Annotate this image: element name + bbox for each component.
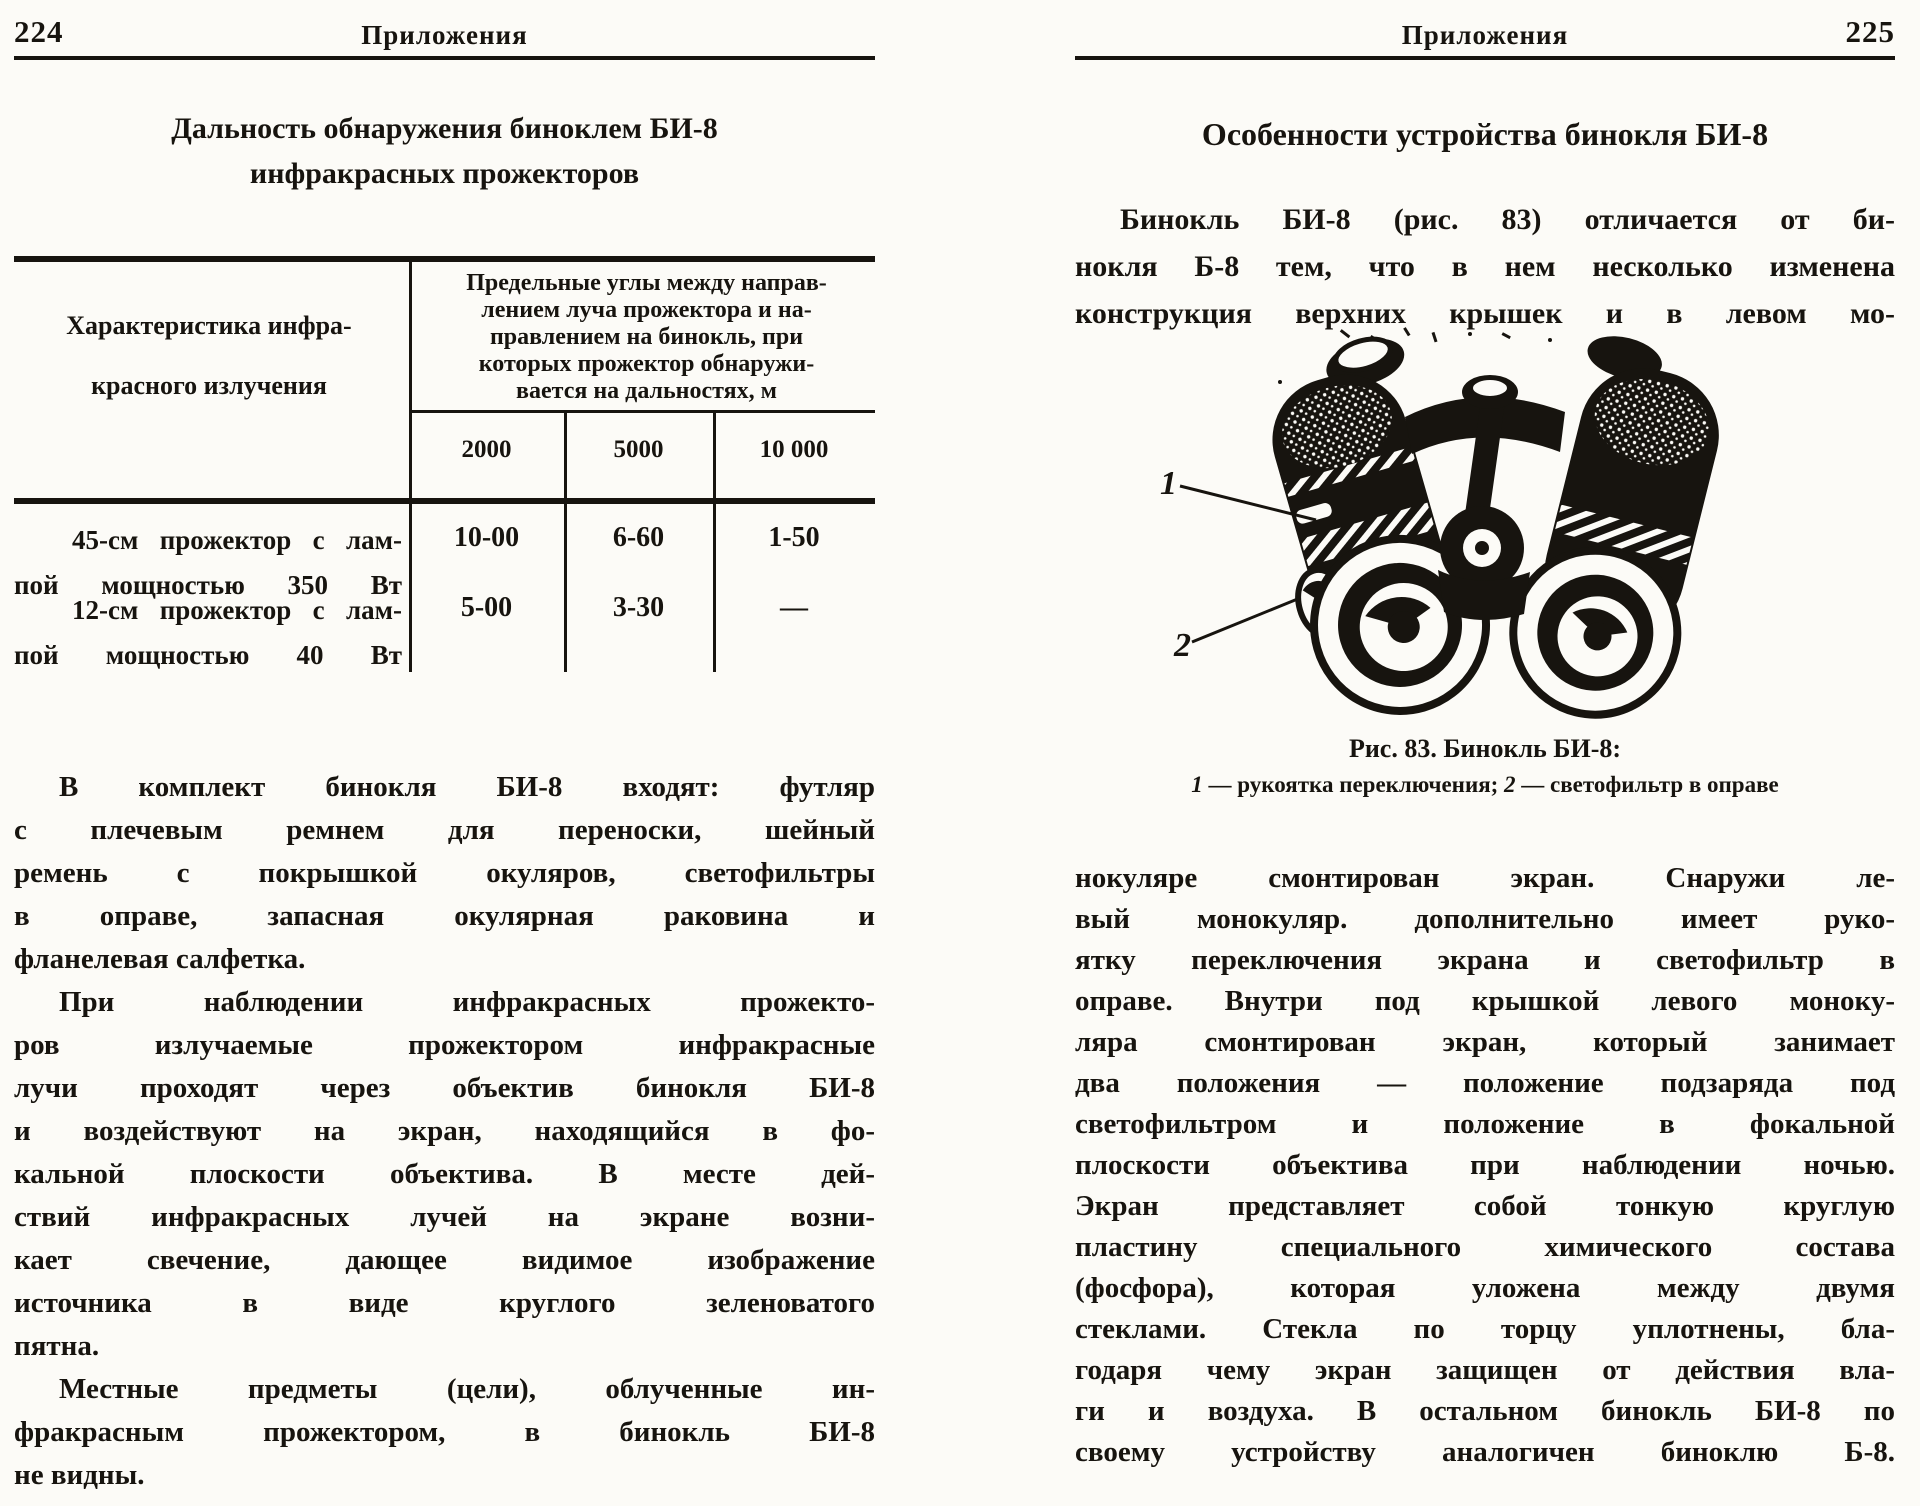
section-title: Особенности устройства бинокля БИ-8: [1201, 116, 1769, 152]
table-row-header: Характеристика инфра- красного излучения: [66, 311, 352, 400]
body-continuation: нокуляре смонтирован экран. Снаружи ле- вый монокуляр. дополнительно имеет руко- ятку переключения экрана и светофильтр в оправе. Внутри под крышкой левого моноку- ляра смонтирован экран, который занимает два положения — положение подзаряда под светофильтром и положение в фокальной плоскости объектива при наблюдении ночью. Экран представляет собой тонкую круглую пластину специального химического состава (фосфора), которая уложена между двумя стеклами. Стекла по торцу уплотнены, бла- годаря чему экран защищен от действия вла- ги и воздуха. В остальном бинокль БИ-8 по своему устройству аналогичен биноклю Б-8.: [1075, 862, 1895, 1468]
leader-line-2: [1192, 598, 1300, 642]
paragraph-targets: Местные предметы (цели), облученные ин- фракрасным прожектором, в бинокль БИ-8 не видны.: [14, 1373, 875, 1491]
legend-number-1: 1: [1191, 772, 1203, 797]
table-value-2-3: —: [780, 592, 808, 623]
intro-paragraph: Бинокль БИ-8 (рис. 83) отличается от би- нокля Б-8 тем, что в нем несколько изменена конструкция верхних крышек и в левом мо-: [1075, 203, 1895, 330]
table-value-2-1: 5-00: [460, 592, 513, 623]
page-number-right: 225: [1845, 14, 1895, 49]
page-right: [1075, 0, 1895, 1506]
header-rule-right: [1075, 56, 1895, 60]
figure-label-1: 1: [1160, 465, 1177, 502]
header-rule-left: [14, 56, 875, 60]
right-monocular: [1496, 328, 1746, 722]
table-group-header: Предельные углы между направ- лением луча прожектора и на- правлением на бинокль, при которых прожектор обнаружи- вается на дальностях, м: [466, 270, 827, 404]
figure-caption-title: Рис. 83. Бинокль БИ-8:: [1348, 734, 1622, 763]
distance-header-10000: 10 000: [759, 436, 829, 463]
table-top-rule: [14, 256, 875, 262]
paragraph-observation: При наблюдении инфракрасных прожекто- ров излучаемые прожектором инфракрасные лучи проходят через объектив бинокля БИ-8 и воздействуют на экран, находящийся в фо- кальной плоскости объектива. В месте дей- ствий инфракрасных лучей на экране возни- кает свечение, дающее видимое изображение источника в виде круглого зеленоватого пятна.: [14, 986, 875, 1362]
binoculars-figure: [1130, 322, 1830, 722]
table-title: Дальность обнаружения биноклем БИ-8 инфракрасных прожекторов: [171, 112, 718, 190]
figure-caption-legend: [1075, 772, 1895, 798]
running-head-right: Приложения: [1401, 20, 1569, 50]
table-value-2-2: 3-30: [612, 592, 665, 623]
legend-number-2: 2: [1504, 772, 1516, 797]
figure-label-2: 2: [1174, 627, 1191, 664]
distance-header-5000: 5000: [613, 436, 664, 463]
table-value-1-3: 1-50: [768, 522, 820, 553]
paragraph-kit: В комплект бинокля БИ-8 входят: футляр с плечевым ремнем для переноски, шейный ремень с покрышкой окуляров, светофильтры в оправе, запасная окулярная раковина и фланелевая салфетка.: [14, 771, 875, 975]
table-value-1-1: 10-00: [453, 522, 520, 553]
table-mid-rule: [14, 498, 875, 504]
page-number-left: 224: [14, 14, 64, 49]
page-left: [14, 0, 875, 1506]
legend-text-2: — светофильтр в оправе: [1515, 772, 1779, 797]
legend-text-1: — рукоятка переключения;: [1202, 772, 1505, 797]
distance-header-2000: 2000: [461, 436, 512, 463]
group-header-underline: [409, 410, 875, 413]
running-head-left: Приложения: [361, 20, 528, 50]
table-value-1-2: 6-60: [612, 522, 665, 553]
table-row-label-1: 45-см прожектор с лам- пой мощностью 350 Вт: [14, 525, 402, 600]
table-row-label-2: 12-см прожектор с лам- пой мощностью 40 Вт: [14, 595, 402, 670]
